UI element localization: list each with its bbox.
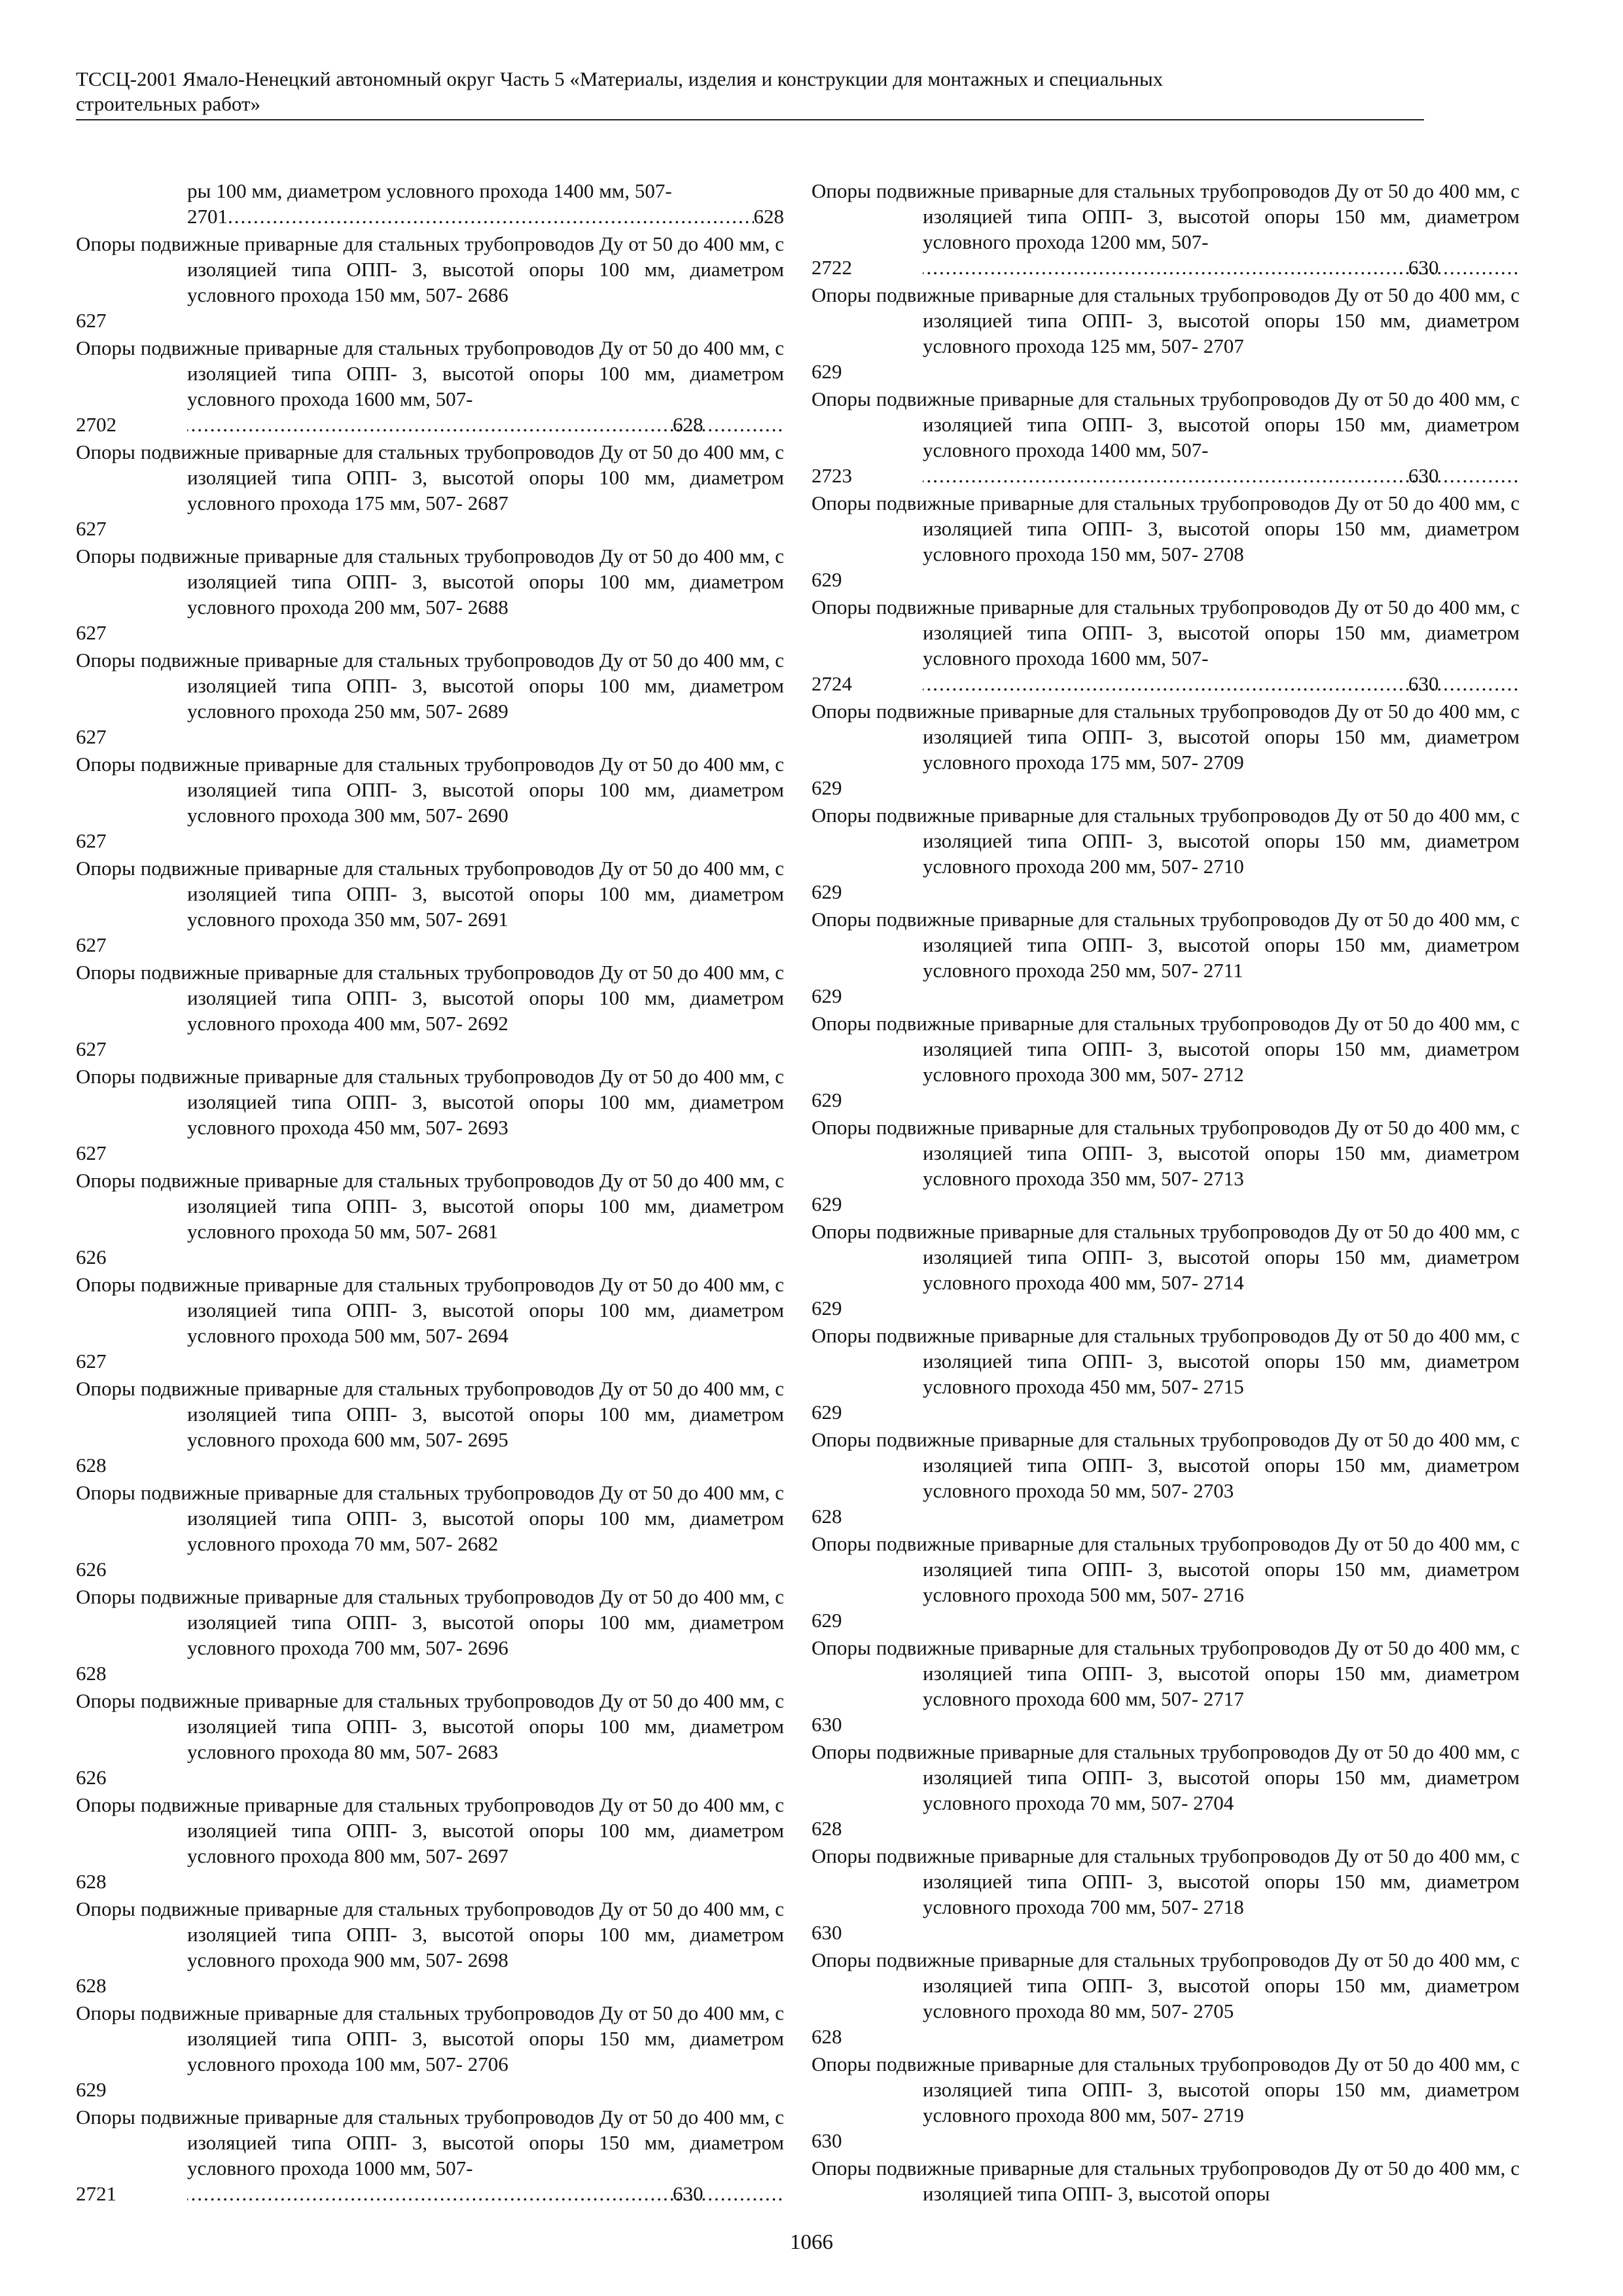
entry-text: Опоры подвижные приварные для стальных трубопроводов Ду от 50 до 400 мм, с изоляцией типа ОПП- 3, высотой опоры 100 мм, диаметром условного прохода 400 мм, 507- 2692	[76, 961, 784, 1035]
index-entry	[76, 231, 784, 333]
index-entry	[812, 1323, 1520, 1425]
index-entry	[812, 386, 1520, 488]
index-entry	[76, 2104, 784, 2206]
page-number: 1066	[790, 2231, 833, 2254]
entry-text: Опоры подвижные приварные для стальных трубопроводов Ду от 50 до 400 мм, с изоляцией типа ОПП- 3, высотой опоры 150 мм, диаметром условного прохода 125 мм, 507- 2707	[812, 283, 1520, 357]
index-entry	[812, 1427, 1520, 1529]
entry-page-ref: 627	[76, 1350, 107, 1372]
entry-text: Опоры подвижные приварные для стальных трубопроводов Ду от 50 до 400 мм, с изоляцией типа ОПП- 3, высотой опоры 150 мм, диаметром условного прохода 250 мм, 507- 2711	[812, 908, 1520, 982]
index-column-left	[76, 178, 784, 2208]
entry-text: Опоры подвижные приварные для стальных трубопроводов Ду от 50 до 400 мм, с изоляцией типа ОПП- 3, высотой опоры 150 мм, диаметром условного прохода 350 мм, 507- 2713	[812, 1116, 1520, 1190]
entry-page-ref: 629	[812, 1088, 842, 1111]
header-rule	[76, 119, 1424, 120]
entry-text: Опоры подвижные приварные для стальных трубопроводов Ду от 50 до 400 мм, с изоляцией типа ОПП- 3, высотой опоры 100 мм, диаметром условного прохода 450 мм, 507- 2693	[76, 1065, 784, 1139]
entry-text: Опоры подвижные приварные для стальных трубопроводов Ду от 50 до 400 мм, с изоляцией типа ОПП- 3, высотой опоры 150 мм, диаметром условного прохода 50 мм, 507- 2703	[812, 1428, 1520, 1502]
index-entry	[812, 1739, 1520, 1841]
entry-page-ref: 628	[76, 1974, 107, 1997]
entry-page-ref: 627	[76, 725, 107, 748]
index-entry	[812, 1219, 1520, 1321]
index-entry	[76, 1480, 784, 1582]
entry-text: Опоры подвижные приварные для стальных трубопроводов Ду от 50 до 400 мм, с изоляцией типа ОПП- 3, высотой опоры 100 мм, диаметром условного прохода 800 мм, 507- 2697	[76, 1793, 784, 1867]
index-entry	[812, 698, 1520, 800]
entry-page-ref: 629	[812, 360, 842, 383]
entry-page-ref: 629	[812, 880, 842, 903]
index-entry	[812, 1115, 1520, 1217]
index-entry	[812, 1011, 1520, 1113]
index-entry	[76, 1584, 784, 1686]
running-header	[76, 67, 1424, 117]
index-entry	[76, 1376, 784, 1478]
index-entry	[76, 855, 784, 958]
entry-text: Опоры подвижные приварные для стальных трубопроводов Ду от 50 до 400 мм, с изоляцией типа ОПП- 3, высотой опоры 150 мм, диаметром условного прохода 600 мм, 507- 2717	[812, 1636, 1520, 1710]
header-line-1: ТССЦ-2001 Ямало-Ненецкий автономный округ Часть 5 «Материалы, изделия и конструкции для монтажных и специальных	[76, 67, 1164, 90]
index-entry	[812, 178, 1520, 280]
entry-page-ref: 627	[76, 1037, 107, 1060]
entry-text: Опоры подвижные приварные для стальных трубопроводов Ду от 50 до 400 мм, с изоляцией типа ОПП- 3, высотой опоры 150 мм, диаметром условного прохода 70 мм, 507- 2704	[812, 1740, 1520, 1814]
entry-text: Опоры подвижные приварные для стальных трубопроводов Ду от 50 до 400 мм, с изоляцией типа ОПП- 3, высотой опоры 100 мм, диаметром условного прохода 150 мм, 507- 2686	[76, 232, 784, 306]
entry-text: Опоры подвижные приварные для стальных трубопроводов Ду от 50 до 400 мм, с изоляцией типа ОПП- 3, высотой опоры 150 мм, диаметром условного прохода 150 мм, 507- 2708	[812, 492, 1520, 565]
entry-page-ref: 626	[76, 1246, 107, 1268]
entry-page-ref: 628	[76, 1454, 107, 1477]
entry-page-ref: 626	[76, 1766, 107, 1789]
entry-text: Опоры подвижные приварные для стальных трубопроводов Ду от 50 до 400 мм, с изоляцией типа ОПП- 3, высотой опоры 150 мм, диаметром условного прохода 450 мм, 507- 2715	[812, 1324, 1520, 1398]
index-entry	[76, 439, 784, 541]
entry-text: Опоры подвижные приварные для стальных трубопроводов Ду от 50 до 400 мм, с изоляцией типа ОПП- 3, высотой опоры 150 мм, диаметром условного прохода 1000 мм, 507-	[76, 2106, 784, 2179]
index-entry	[76, 178, 784, 229]
index-entry	[76, 1688, 784, 1790]
index-entry	[812, 594, 1520, 696]
entry-page-ref: 628	[76, 1662, 107, 1685]
index-entry	[812, 490, 1520, 592]
index-entry	[812, 802, 1520, 905]
entry-text: Опоры подвижные приварные для стальных трубопроводов Ду от 50 до 400 мм, с изоляцией типа ОПП- 3, высотой опоры	[812, 2157, 1520, 2205]
entry-text: Опоры подвижные приварные для стальных трубопроводов Ду от 50 до 400 мм, с изоляцией типа ОПП- 3, высотой опоры 150 мм, диаметром условного прохода 300 мм, 507- 2712	[812, 1012, 1520, 1086]
entry-text: Опоры подвижные приварные для стальных трубопроводов Ду от 50 до 400 мм, с изоляцией типа ОПП- 3, высотой опоры 100 мм, диаметром условного прохода 900 мм, 507- 2698	[76, 1897, 784, 1971]
entry-page-ref: 627	[76, 933, 107, 956]
index-entry	[812, 906, 1520, 1009]
index-entry	[812, 282, 1520, 384]
entry-text: Опоры подвижные приварные для стальных трубопроводов Ду от 50 до 400 мм, с изоляцией типа ОПП- 3, высотой опоры 150 мм, диаметром условного прохода 500 мм, 507- 2716	[812, 1532, 1520, 1606]
index-entry	[76, 1168, 784, 1270]
entry-text: Опоры подвижные приварные для стальных трубопроводов Ду от 50 до 400 мм, с изоляцией типа ОПП- 3, высотой опоры 150 мм, диаметром условного прохода 200 мм, 507- 2710	[812, 804, 1520, 878]
index-entry	[812, 2155, 1520, 2206]
entry-leader-line	[187, 204, 784, 229]
entry-page-ref: 628	[753, 205, 784, 228]
entry-text: Опоры подвижные приварные для стальных трубопроводов Ду от 50 до 400 мм, с изоляцией типа ОПП- 3, высотой опоры 150 мм, диаметром условного прохода 1200 мм, 507-	[812, 179, 1520, 253]
entry-text: Опоры подвижные приварные для стальных трубопроводов Ду от 50 до 400 мм, с изоляцией типа ОПП- 3, высотой опоры 100 мм, диаметром условного прохода 200 мм, 507- 2688	[76, 545, 784, 619]
entry-page-ref: 629	[812, 776, 842, 799]
entry-text: Опоры подвижные приварные для стальных трубопроводов Ду от 50 до 400 мм, с изоляцией типа ОПП- 3, высотой опоры 150 мм, диаметром условного прохода 80 мм, 507- 2705	[812, 1948, 1520, 2022]
entry-text: Опоры подвижные приварные для стальных трубопроводов Ду от 50 до 400 мм, с изоляцией типа ОПП- 3, высотой опоры 100 мм, диаметром условного прохода 250 мм, 507- 2689	[76, 649, 784, 723]
entry-page-ref: 627	[76, 517, 107, 540]
header-line-2: строительных работ»	[76, 92, 261, 115]
entry-text: Опоры подвижные приварные для стальных трубопроводов Ду от 50 до 400 мм, с изоляцией типа ОПП- 3, высотой опоры 100 мм, диаметром условного прохода 70 мм, 507- 2682	[76, 1481, 784, 1555]
entry-page-ref: 628	[812, 1817, 842, 1840]
entry-page-ref: 627	[76, 621, 107, 644]
index-entry	[812, 1635, 1520, 1737]
entry-page-ref: 628	[76, 1870, 107, 1893]
entry-text: Опоры подвижные приварные для стальных трубопроводов Ду от 50 до 400 мм, с изоляцией типа ОПП- 3, высотой опоры 150 мм, диаметром условного прохода 175 мм, 507- 2709	[812, 700, 1520, 774]
entry-code-tail: 2701	[187, 205, 228, 228]
entry-text: Опоры подвижные приварные для стальных трубопроводов Ду от 50 до 400 мм, с изоляцией типа ОПП- 3, высотой опоры 100 мм, диаметром условного прохода 500 мм, 507- 2694	[76, 1273, 784, 1347]
entry-leader-line: 2723 ..... 630	[923, 463, 1520, 488]
entry-leader-line: 2702 ..... 628	[187, 412, 784, 437]
index-entry	[76, 335, 784, 437]
entry-text: Опоры подвижные приварные для стальных трубопроводов Ду от 50 до 400 мм, с изоляцией типа ОПП- 3, высотой опоры 100 мм, диаметром условного прохода 1600 мм, 507-	[76, 336, 784, 410]
entry-page-ref: 627	[76, 309, 107, 332]
index-entry	[812, 2051, 1520, 2153]
index-entry	[76, 543, 784, 645]
entry-page-ref: 629	[812, 568, 842, 591]
entry-text: Опоры подвижные приварные для стальных трубопроводов Ду от 50 до 400 мм, с изоляцией типа ОПП- 3, высотой опоры 100 мм, диаметром условного прохода 700 мм, 507- 2696	[76, 1585, 784, 1659]
index-entry	[812, 1947, 1520, 2049]
entry-page-ref: 627	[76, 829, 107, 852]
entry-page-ref: 628	[812, 1505, 842, 1528]
entry-leader-line: 2724 ..... 630	[923, 671, 1520, 696]
dot-leader	[228, 204, 754, 229]
entry-text: Опоры подвижные приварные для стальных трубопроводов Ду от 50 до 400 мм, с изоляцией типа ОПП- 3, высотой опоры 150 мм, диаметром условного прохода 700 мм, 507- 2718	[812, 1844, 1520, 1918]
entry-text: Опоры подвижные приварные для стальных трубопроводов Ду от 50 до 400 мм, с изоляцией типа ОПП- 3, высотой опоры 100 мм, диаметром условного прохода 50 мм, 507- 2681	[76, 1169, 784, 1243]
index-entry	[76, 751, 784, 853]
entry-page-ref: 629	[812, 1609, 842, 1632]
entry-text: Опоры подвижные приварные для стальных трубопроводов Ду от 50 до 400 мм, с изоляцией типа ОПП- 3, высотой опоры 150 мм, диаметром условного прохода 1600 мм, 507-	[812, 596, 1520, 670]
entry-text: Опоры подвижные приварные для стальных трубопроводов Ду от 50 до 400 мм, с изоляцией типа ОПП- 3, высотой опоры 150 мм, диаметром условного прохода 800 мм, 507- 2719	[812, 2053, 1520, 2126]
entry-leader-line: 2721 ..... 630	[187, 2181, 784, 2206]
entry-page-ref: 629	[812, 1297, 842, 1319]
index-entry	[76, 1896, 784, 1998]
entry-page-ref: 629	[812, 1401, 842, 1424]
entry-page-ref: 630	[812, 1921, 842, 1944]
index-entry	[76, 647, 784, 749]
index-entry	[76, 2000, 784, 2102]
entry-text: Опоры подвижные приварные для стальных трубопроводов Ду от 50 до 400 мм, с изоляцией типа ОПП- 3, высотой опоры 100 мм, диаметром условного прохода 80 мм, 507- 2683	[76, 1689, 784, 1763]
entry-page-ref: 627	[76, 1141, 107, 1164]
entry-text: Опоры подвижные приварные для стальных трубопроводов Ду от 50 до 400 мм, с изоляцией типа ОПП- 3, высотой опоры 150 мм, диаметром условного прохода 100 мм, 507- 2706	[76, 2001, 784, 2075]
entry-page-ref: 626	[76, 1558, 107, 1581]
entry-page-ref: 630	[812, 2129, 842, 2152]
entry-page-ref: 630	[812, 1713, 842, 1736]
entry-text: Опоры подвижные приварные для стальных трубопроводов Ду от 50 до 400 мм, с изоляцией типа ОПП- 3, высотой опоры 100 мм, диаметром условного прохода 175 мм, 507- 2687	[76, 440, 784, 514]
index-entry	[812, 1531, 1520, 1633]
entry-text: Опоры подвижные приварные для стальных трубопроводов Ду от 50 до 400 мм, с изоляцией типа ОПП- 3, высотой опоры 150 мм, диаметром условного прохода 1400 мм, 507-	[812, 387, 1520, 461]
entry-page-ref: 628	[812, 2025, 842, 2048]
index-entry	[76, 1064, 784, 1166]
entry-text: Опоры подвижные приварные для стальных трубопроводов Ду от 50 до 400 мм, с изоляцией типа ОПП- 3, высотой опоры 100 мм, диаметром условного прохода 300 мм, 507- 2690	[76, 753, 784, 827]
index-entry	[76, 960, 784, 1062]
entry-page-ref: 629	[812, 984, 842, 1007]
entry-text: Опоры подвижные приварные для стальных трубопроводов Ду от 50 до 400 мм, с изоляцией типа ОПП- 3, высотой опоры 150 мм, диаметром условного прохода 400 мм, 507- 2714	[812, 1220, 1520, 1294]
entry-page-ref: 629	[812, 1193, 842, 1215]
entry-text: Опоры подвижные приварные для стальных трубопроводов Ду от 50 до 400 мм, с изоляцией типа ОПП- 3, высотой опоры 100 мм, диаметром условного прохода 600 мм, 507- 2695	[76, 1377, 784, 1451]
index-entry	[812, 1843, 1520, 1945]
index-column-right	[812, 178, 1520, 2208]
entry-text: Опоры подвижные приварные для стальных трубопроводов Ду от 50 до 400 мм, с изоляцией типа ОПП- 3, высотой опоры 100 мм, диаметром условного прохода 350 мм, 507- 2691	[76, 857, 784, 931]
entry-leader-line: 2722 ..... 630	[923, 255, 1520, 280]
entry-page-ref: 629	[76, 2078, 107, 2101]
index-entry	[76, 1792, 784, 1894]
entry-text: ры 100 мм, диаметром условного прохода 1400 мм, 507-	[187, 179, 672, 202]
index-entry	[76, 1272, 784, 1374]
